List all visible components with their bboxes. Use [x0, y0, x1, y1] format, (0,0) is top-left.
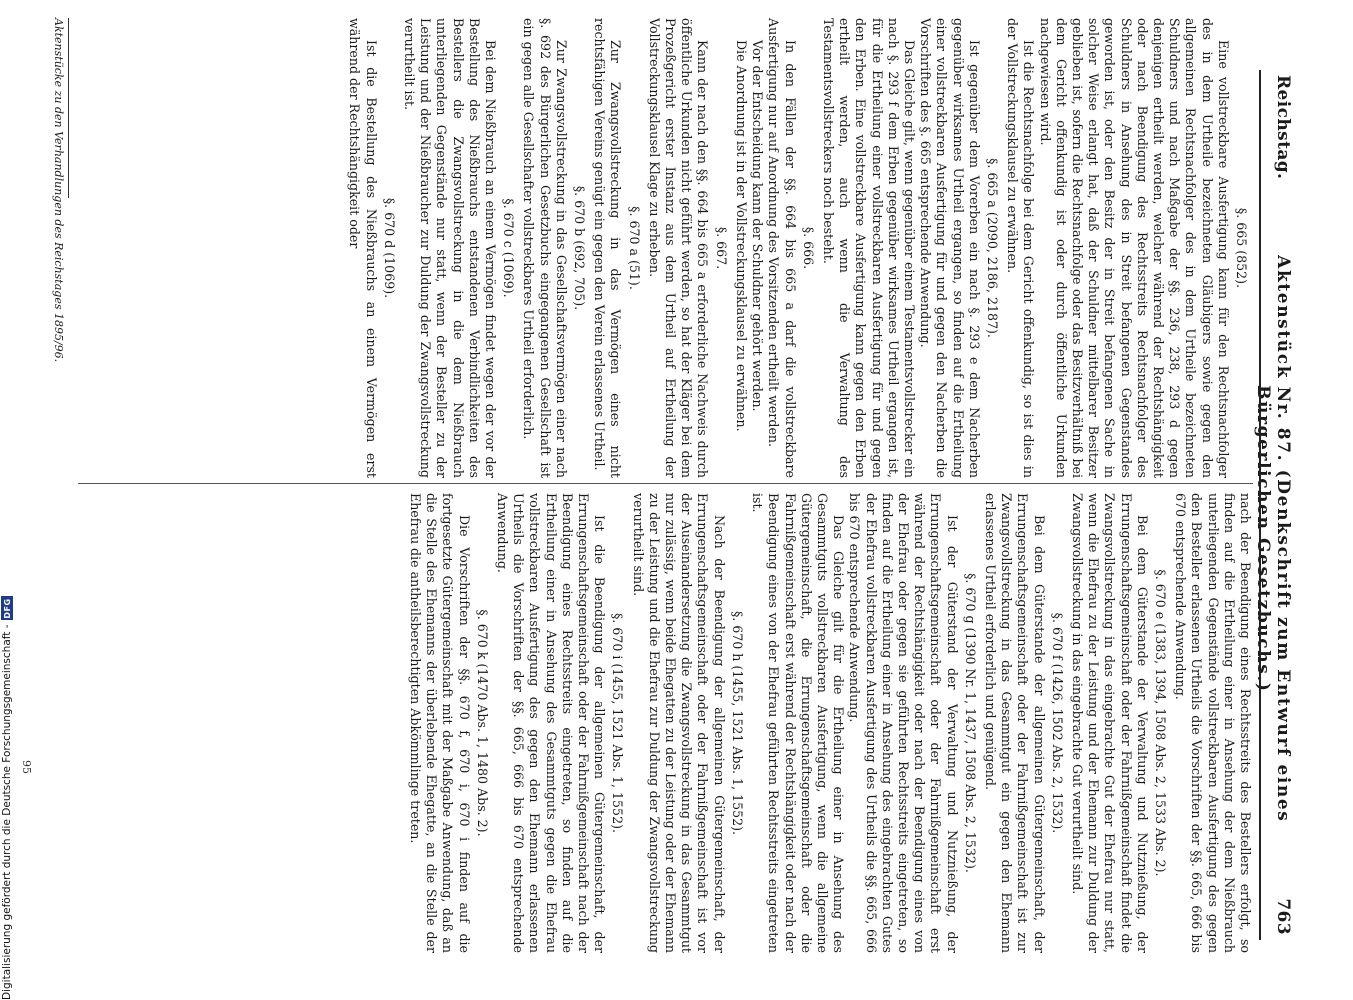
- section-heading: §. 670 a (51).: [626, 206, 642, 290]
- paragraph: Vor der Entscheidung kann der Schuldner gehört werden.: [750, 40, 766, 412]
- section-heading: §. 666.: [800, 226, 816, 270]
- paragraph: Zur Zwangsvollstreckung in das Gesellschaftsvermögen einer nach §. 692 des Bürgerlichen Gesetzbuchs eingegangenen Gesellschaft ist ein gegen alle Gesellschafter vollstreckbares Urtheil erforderlich.: [521, 18, 569, 478]
- paragraph: Bei dem Nießbrauch an einem Vermögen findet wegen der vor der Bestellung des Nießbrauchs entstandenen Verbindlichkeiten des Bestellers die Zwangsvollstreckung in die dem Nießbrauch unterliegenden Gegenstände nur statt, wenn der Besteller zu der Leistung und der Nießbraucher zur Duldung der Zwangsvollstreckung verurtheilt ist.: [402, 18, 499, 478]
- section-heading: §. 665 a (2090, 2186, 2187).: [984, 158, 1000, 338]
- paragraph: Zur Zwangsvollstreckung in das Vermögen eines nicht rechtsfähigen Vereins genügt ein gegen den Verein erlassenes Urtheil.: [592, 18, 624, 478]
- page-header: [1253, 75, 1293, 935]
- footer-page-number: 95: [20, 760, 33, 774]
- paragraph: Ist die Beendigung der allgemeinen Gütergemeinschaft, der Errungenschaftsgemeinschaft oder der Fahrnißgemeinschaft nach der Beendigung eines Rechtsstreits eingetreten, so finden auf die Ertheilung einer in Ansehung des Gesammtguts gegen die Ehefrau vollstreckbaren Ausfertigung des gegen den Ehemann erlassenen Urtheils die Vorschriften der §§. 665, 666 bis 670 entsprechende Anwendung.: [495, 493, 608, 953]
- digitization-credit: [0, 596, 14, 1000]
- header-page-number: 763: [1273, 898, 1293, 935]
- section-heading: §. 670 f (1426, 1502 Abs. 2, 1532).: [1049, 612, 1065, 834]
- paragraph: Bei dem Güterstande der Verwaltung und Nutznießung, der Errungenschaftsgemeinschaft oder der Fahrnißgemeinschaft findet die Zwangsvollstreckung in das eingebrachte Gut der Ehefrau nur statt, wenn die Ehefrau zu der Leistung und der Ehemann zur Duldung der Zwangsvollstreckung in das eingebrachte Gut verurtheilt sind.: [1069, 493, 1150, 953]
- paragraph: Ist die Rechtsnachfolge bei dem Gericht offenkundig, so ist dies in der Vollstreckungsklausel zu erwähnen.: [1005, 18, 1037, 478]
- paragraph: Eine vollstreckbare Ausfertigung kann für den Rechtsnachfolger des in dem Urtheile bezeichneten Gläubigers sowie gegen den allgemeinen Rechtsnachfolger des in dem Urtheile bezeichneten Schuldners und nach Maßgabe der §§. 236, 238, 293 d gegen denjenigen ertheilt werden, welcher während der Rechtshängigkeit oder nach Beendigung des Rechtsstreits Rechtsnachfolger des Schuldners in Ansehung des in Streit befangenen Gegenstandes geworden ist, oder den Besitz der in Streit befangenen Sache in solcher Weise erlangt hat, daß der Schuldner mittelbarer Besitzer geblieben ist, sofern die Rechtsnachfolge oder das Besitzverhältniß bei dem Gericht offenkundig ist oder durch öffentliche Urkunden nachgewiesen wird.: [1037, 18, 1231, 478]
- section-heading: §. 670 k (1470 Abs. 1, 1480 Abs. 2).: [474, 609, 490, 837]
- paragraph: Ist gegenüber dem Vorerben ein nach §. 293 e dem Nacherben gegenüber wirksames Urtheil ergangen, so finden auf die Ertheilung einer vollstreckbaren Ausfertigung für und gegen den Nacherben die Vorschriften des §. 665 entsprechende Anwendung.: [918, 18, 982, 478]
- section-heading: §. 670 i (1455, 1521 Abs. 1, 1552).: [610, 612, 626, 833]
- paragraph: Die Anordnung ist in der Vollstreckungsklausel zu erwähnen.: [733, 40, 749, 432]
- section-heading: §. 665 (852).: [1234, 207, 1249, 289]
- paragraph: Bei dem Güterstande der allgemeinen Gütergemeinschaft, der Errungenschaftsgemeinschaft oder der Fahrnißgemeinschaft ist zur Zwangsvollstreckung in das Gesammtgut ein gegen den Ehemann erlassenes Urtheil erforderlich und genügend.: [982, 493, 1047, 953]
- section-heading: §. 670 d (1069).: [381, 197, 397, 299]
- section-heading: §. 670 h (1455, 1521 Abs. 1, 1552).: [729, 610, 745, 836]
- header-title: Aktenstück Nr. 87. (Denkschrift zum Entwurf eines Bürgerlichen Gesetzbuchs.): [1253, 255, 1293, 823]
- section-heading: §. 670 e (1383, 1394, 1508 Abs. 2, 1533 Abs. 2).: [1152, 569, 1168, 877]
- footer-rule: [68, 18, 69, 198]
- section-heading: §. 670 c (1069).: [501, 198, 517, 298]
- credit-text: Digitalisierung gefördert durch die Deutsche Forschungsgemeinschaft -: [1, 624, 13, 1000]
- paragraph: Ist die Bestellung des Nießbrauchs an einem Vermögen erst während der Rechtshängigkeit oder: [347, 18, 379, 478]
- column-divider: [78, 483, 1253, 484]
- paragraph: Die Vorschriften der §§. 670 f, 670 i, 670 i finden auf die fortgesetzte Gütergemeinschaft mit der Maßgabe Anwendung, daß an die Stelle des Ehemanns der überlebende Ehegatte, an die Stelle der Ehefrau die antheilsberechtigten Abkömmlinge treten.: [408, 493, 472, 953]
- paragraph: nach der Beendigung eines Rechtsstreits des Bestellers erfolgt, so finden auf die Ertheilung einer in Ansehung der dem Nießbrauch unterliegenden Gegenstände vollstreckbaren Ausfertigung des gegen den Besteller erlassenen Urtheils die Vorschriften der §§. 665, 666 bis 670 entsprechende Anwendung.: [1173, 493, 1253, 953]
- section-heading: §. 667.: [713, 226, 729, 270]
- footer-source: Aktenstücke zu den Verhandlungen des Reichstages 1895/96.: [52, 18, 65, 363]
- right-column: [407, 493, 1253, 953]
- section-heading: §. 670 b (692, 705).: [572, 185, 588, 311]
- header-left: Reichstag.: [1273, 75, 1293, 180]
- paragraph: Kann der nach den §§. 664 bis 665 a erforderliche Nachweis durch öffentliche Urkunden nicht geführt werden, so hat der Kläger bei dem Prozeßgericht erster Instanz aus dem Urtheil auf Ertheilung der Vollstreckungsklausel Klage zu erheben.: [646, 18, 711, 478]
- paragraph: Das Gleiche gilt für die Ertheilung einer in Ansehung des Gesammtguts vollstreckbaren Ausfertigung, wenn die allgemeine Gütergemeinschaft, die Errungenschaftsgemeinschaft oder die Fahrnißgemeinschaft erst während der Rechtshängigkeit oder nach der Beendigung eines von der Ehefrau geführten Rechtsstreits eingetreten ist.: [750, 493, 847, 953]
- header-rule: [1259, 70, 1261, 940]
- paragraph: Das Gleiche gilt, wenn gegenüber einem Testamentsvollstrecker ein nach §. 293 f dem Erben gegenüber wirksames Urtheil ergangen ist, für die Ertheilung einer vollstreckbaren Ausfertigung für und gegen den Erben. Eine vollstreckbare Ausfertigung kann gegen den Erben ertheilt werden, auch wenn die Verwaltung des Testamentsvollstreckers noch besteht.: [820, 18, 917, 478]
- paragraph: In den Fällen der §§. 664 bis 665 a darf die vollstreckbare Ausfertigung nur auf Anordnung des Vorsitzenden ertheilt werden.: [766, 18, 798, 478]
- paragraph: Nach der Beendigung der allgemeinen Gütergemeinschaft, der Errungenschaftsgemeinschaft oder der Fahrnißgemeinschaft ist vor der Auseinandersetzung die Zwangsvollstreckung in das Gesammtgut nur zulässig, wenn beide Ehegatten zu der Leistung oder der Ehemann zu der Leistung und die Ehefrau zur Duldung der Zwangsvollstreckung verurtheilt sind.: [630, 493, 727, 953]
- paragraph: Ist der Güterstand der Verwaltung und Nutznießung, der Errungenschaftsgemeinschaft oder der Fahrnißgemeinschaft erst während der Rechtshängigkeit oder nach der Beendigung eines von der Ehefrau oder gegen sie geführten Rechtsstreits eingetreten, so finden auf die Ertheilung einer in Ansehung des eingebrachten Gutes der Ehefrau vollstreckbaren Ausfertigung des Urtheils die §§. 665, 666 bis 670 entsprechende Anwendung.: [847, 493, 960, 953]
- dfg-logo-icon: DFG: [2, 598, 12, 619]
- section-heading: §. 670 g (1390 Nr. 1, 1437, 1508 Abs. 2, 1532).: [962, 573, 978, 873]
- left-column: [346, 18, 1253, 478]
